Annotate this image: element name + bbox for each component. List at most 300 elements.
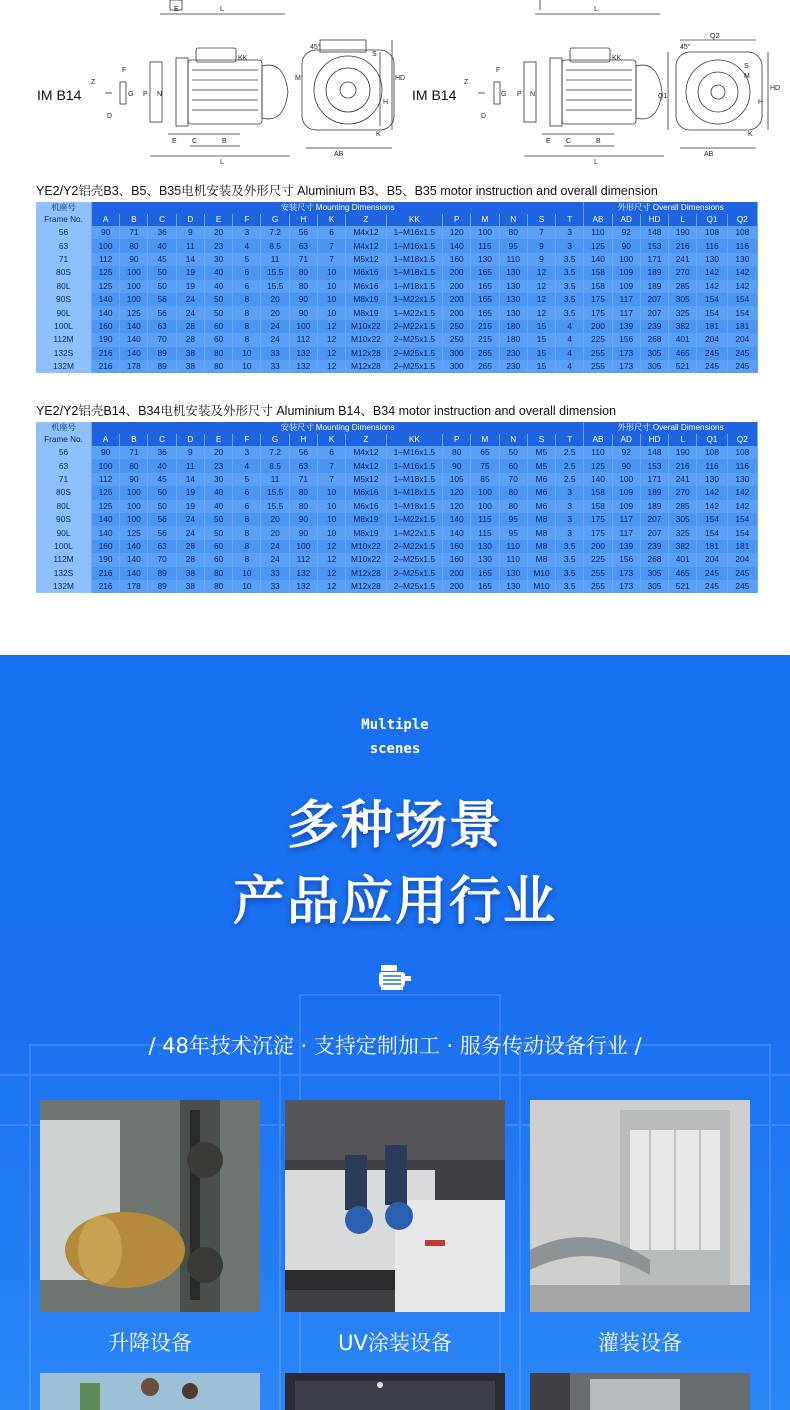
table-cell: 125 xyxy=(91,486,119,499)
dim-m: M xyxy=(744,73,750,80)
table-cell: 116 xyxy=(727,239,757,252)
table-cell: 1–M18x1.5 xyxy=(386,266,443,279)
dim-e: E xyxy=(172,138,177,145)
dimension-table-b3-b5-b35 xyxy=(36,202,758,373)
table-cell: 2–M25x1.5 xyxy=(386,347,443,360)
table-cell: 3.5 xyxy=(556,293,584,306)
table-cell: 130 xyxy=(499,280,527,293)
table-header-row xyxy=(36,202,758,214)
table-cell: 8 xyxy=(233,553,261,566)
column-header: M xyxy=(471,434,499,446)
table-cell: 130 xyxy=(727,253,757,266)
table-cell: 10 xyxy=(317,486,345,499)
table-cell: 1–M16x1.5 xyxy=(386,459,443,472)
table-cell: 140 xyxy=(443,513,471,526)
table-row xyxy=(36,306,758,319)
table-cell: 10 xyxy=(317,526,345,539)
table-cell: 165 xyxy=(471,280,499,293)
table-cell: M6 xyxy=(527,473,555,486)
table-row xyxy=(36,446,758,459)
table-row xyxy=(36,239,758,252)
table-cell: 1–M18x1.5 xyxy=(386,473,443,486)
table-cell: 130 xyxy=(697,473,727,486)
table-cell: 154 xyxy=(697,306,727,319)
table-cell: 20 xyxy=(261,306,289,319)
table1-title: YE2/Y2铝壳B3、B5、B35电机安装及外形尺寸 Aluminium B3、B5、B35 motor instruction and overall dimension xyxy=(36,184,658,198)
table-cell: 5 xyxy=(233,473,261,486)
table-cell: 154 xyxy=(727,293,757,306)
table-cell: 245 xyxy=(727,360,757,373)
table-cell: 241 xyxy=(669,253,697,266)
scene-card-row2 xyxy=(285,1373,505,1410)
column-header: L xyxy=(669,214,697,226)
scene-card-row2 xyxy=(40,1373,260,1410)
table-cell: 200 xyxy=(584,320,612,333)
table-cell: 216 xyxy=(91,580,119,593)
column-header: D xyxy=(176,434,204,446)
dim-g: G xyxy=(128,91,134,98)
table-cell: 216 xyxy=(669,459,697,472)
table-cell: 63 xyxy=(148,320,176,333)
table-cell: 100 xyxy=(471,486,499,499)
column-header: Q1 xyxy=(697,214,727,226)
table-cell: 268 xyxy=(640,553,668,566)
table-cell: 12 xyxy=(527,293,555,306)
table-cell: 100 xyxy=(471,226,499,239)
table-cell: 6 xyxy=(317,226,345,239)
table-cell: 4 xyxy=(556,347,584,360)
table-cell: 285 xyxy=(669,280,697,293)
column-header: P xyxy=(443,214,471,226)
table-cell: 80 xyxy=(499,500,527,513)
table-cell: 60 xyxy=(499,459,527,472)
table-cell: 189 xyxy=(640,266,668,279)
table-cell: M8x19 xyxy=(346,293,386,306)
table-cell: 50 xyxy=(204,293,232,306)
table-cell: 10 xyxy=(233,360,261,373)
table-cell: 521 xyxy=(669,360,697,373)
table-cell: 38 xyxy=(176,580,204,593)
dim-k: K xyxy=(376,131,381,138)
table-cell: 142 xyxy=(697,500,727,513)
table-cell: M6x16 xyxy=(346,486,386,499)
table-cell: 189 xyxy=(640,280,668,293)
table-cell: 139 xyxy=(612,320,640,333)
table-cell: 95 xyxy=(499,513,527,526)
dimension-table-b14-b34 xyxy=(36,422,758,593)
table-cell: 3.5 xyxy=(556,266,584,279)
table-column-row xyxy=(36,214,758,226)
table-cell: 100 xyxy=(120,486,148,499)
scene-photo-filling-equipment xyxy=(530,1100,750,1312)
column-header: C xyxy=(148,434,176,446)
table-cell: 305 xyxy=(669,293,697,306)
table-cell: 382 xyxy=(669,540,697,553)
table-cell: 15 xyxy=(527,320,555,333)
table-cell: 401 xyxy=(669,333,697,346)
table-cell: 200 xyxy=(443,580,471,593)
table-cell: 3 xyxy=(556,226,584,239)
table-cell: 12 xyxy=(317,553,345,566)
table-cell: 175 xyxy=(584,306,612,319)
table-cell: 24 xyxy=(176,306,204,319)
table-cell: 7 xyxy=(317,253,345,266)
dim-l: L xyxy=(594,159,598,166)
frame-cell: 63 xyxy=(36,239,91,252)
dim-q1: Q1 xyxy=(658,93,668,100)
table-cell: 230 xyxy=(499,360,527,373)
table-cell: 100 xyxy=(120,280,148,293)
table-row xyxy=(36,360,758,373)
table-cell: M6x16 xyxy=(346,280,386,293)
table-cell: 112 xyxy=(91,253,119,266)
table-cell: 140 xyxy=(584,253,612,266)
motor-icon xyxy=(378,962,412,992)
dim-ab: AB xyxy=(334,151,344,158)
table-cell: 90 xyxy=(612,459,640,472)
frame-header-en: Frame No. xyxy=(36,434,91,446)
table-cell: M8 xyxy=(527,553,555,566)
table-cell: M12x28 xyxy=(346,347,386,360)
table-cell: 10 xyxy=(317,280,345,293)
dim-kk: KK xyxy=(612,55,622,62)
table-cell: M5x12 xyxy=(346,253,386,266)
table-cell: 140 xyxy=(120,347,148,360)
table-cell: M12x28 xyxy=(346,360,386,373)
table-cell: 204 xyxy=(727,553,757,566)
table-cell: 142 xyxy=(727,280,757,293)
table-cell: 9 xyxy=(527,253,555,266)
table-cell: 160 xyxy=(443,553,471,566)
column-header: C xyxy=(148,214,176,226)
application-scenes-section xyxy=(0,655,790,1410)
table-cell: 5 xyxy=(233,253,261,266)
column-header: B xyxy=(120,214,148,226)
table-cell: 120 xyxy=(443,500,471,513)
table-cell: 245 xyxy=(697,580,727,593)
table-cell: 11 xyxy=(261,253,289,266)
table-cell: 154 xyxy=(727,526,757,539)
table-cell: 23 xyxy=(204,459,232,472)
table-row xyxy=(36,293,758,306)
table-cell: 100 xyxy=(612,253,640,266)
dim-z: Z xyxy=(464,79,469,86)
table-cell: 325 xyxy=(669,306,697,319)
table-cell: 63 xyxy=(289,239,317,252)
table-row xyxy=(36,500,758,513)
dim-b: B xyxy=(222,138,227,145)
table-cell: 40 xyxy=(204,266,232,279)
table-cell: 216 xyxy=(91,567,119,580)
table-cell: 110 xyxy=(499,540,527,553)
table-cell: 3 xyxy=(233,446,261,459)
table-cell: 140 xyxy=(443,239,471,252)
table-cell: 3 xyxy=(556,513,584,526)
table-cell: 175 xyxy=(584,513,612,526)
dim-c: C xyxy=(192,138,198,145)
table-cell: 2–M25x1.5 xyxy=(386,360,443,373)
table-cell: 250 xyxy=(443,333,471,346)
table-row xyxy=(36,320,758,333)
table-cell: 6 xyxy=(317,446,345,459)
table-cell: 132 xyxy=(289,360,317,373)
table-cell: 158 xyxy=(584,486,612,499)
table-cell: 9 xyxy=(176,446,204,459)
table-cell: 300 xyxy=(443,347,471,360)
table-cell: 10 xyxy=(317,500,345,513)
table-cell: 15.5 xyxy=(261,486,289,499)
table-cell: 23 xyxy=(204,239,232,252)
table-cell: 45 xyxy=(148,473,176,486)
table-cell: 45 xyxy=(148,253,176,266)
table-cell: 24 xyxy=(176,293,204,306)
table-cell: 10 xyxy=(317,293,345,306)
table-cell: M10x22 xyxy=(346,320,386,333)
table-cell: 20 xyxy=(204,446,232,459)
table-cell: 178 xyxy=(120,580,148,593)
table-cell: 100 xyxy=(120,513,148,526)
table-cell: 140 xyxy=(91,306,119,319)
table-cell: 8 xyxy=(233,333,261,346)
table-cell: 200 xyxy=(443,567,471,580)
table-cell: 200 xyxy=(443,280,471,293)
table-cell: 56 xyxy=(148,526,176,539)
column-header: D xyxy=(176,214,204,226)
table-cell: 105 xyxy=(443,473,471,486)
table-cell: 117 xyxy=(612,513,640,526)
table-cell: 270 xyxy=(669,266,697,279)
table-cell: 90 xyxy=(612,239,640,252)
scene-card-uv-coating xyxy=(285,1100,505,1312)
dim-e: E xyxy=(546,138,551,145)
table-cell: 28 xyxy=(176,333,204,346)
table-cell: 50 xyxy=(148,486,176,499)
table-cell: 115 xyxy=(471,526,499,539)
table-cell: 125 xyxy=(120,526,148,539)
table-cell: 56 xyxy=(148,306,176,319)
table-cell: 125 xyxy=(91,280,119,293)
mounting-type-label: IM B14 xyxy=(37,87,82,103)
table-cell: 255 xyxy=(584,360,612,373)
table-cell: M6 xyxy=(527,486,555,499)
table-cell: 38 xyxy=(176,567,204,580)
column-header: Q2 xyxy=(727,434,757,446)
column-header: Z xyxy=(346,434,386,446)
table-cell: 12 xyxy=(317,580,345,593)
table-cell: 154 xyxy=(727,513,757,526)
table-cell: 89 xyxy=(148,360,176,373)
table-cell: 80 xyxy=(204,567,232,580)
table-cell: 28 xyxy=(176,553,204,566)
dim-s: S xyxy=(372,51,377,58)
table-cell: 3 xyxy=(556,526,584,539)
dim-l: L xyxy=(220,6,224,13)
frame-cell: 132M xyxy=(36,580,91,593)
column-header: AB xyxy=(584,214,612,226)
scene-caption: 升降设备 xyxy=(108,1331,192,1355)
table-cell: 153 xyxy=(640,239,668,252)
table-row xyxy=(36,347,758,360)
column-header: K xyxy=(317,214,345,226)
table-cell: 70 xyxy=(148,333,176,346)
table-cell: 90 xyxy=(289,293,317,306)
table-cell: 8.5 xyxy=(261,239,289,252)
frame-cell: 100L xyxy=(36,540,91,553)
table-cell: 71 xyxy=(289,253,317,266)
table-cell: 175 xyxy=(584,293,612,306)
column-header: H xyxy=(289,434,317,446)
table-cell: 216 xyxy=(91,347,119,360)
dim-kk: KK xyxy=(238,55,248,62)
table-cell: 140 xyxy=(91,293,119,306)
table-cell: 142 xyxy=(727,486,757,499)
table-cell: 265 xyxy=(471,347,499,360)
table-cell: 1–M16x1.5 xyxy=(386,446,443,459)
table-cell: 1–M18x1.5 xyxy=(386,280,443,293)
table-cell: 10 xyxy=(233,580,261,593)
frame-cell: 90S xyxy=(36,513,91,526)
table-cell: 300 xyxy=(443,360,471,373)
dim-l: L xyxy=(594,6,598,13)
scene-card-filling xyxy=(530,1100,750,1312)
table-cell: 171 xyxy=(640,473,668,486)
table-cell: 4 xyxy=(233,239,261,252)
column-header: L xyxy=(669,434,697,446)
table-cell: 95 xyxy=(499,526,527,539)
table-cell: 3.5 xyxy=(556,280,584,293)
table-row xyxy=(36,253,758,266)
table-cell: 3.5 xyxy=(556,580,584,593)
table-cell: 15 xyxy=(527,333,555,346)
scene-photo xyxy=(530,1373,750,1410)
table-cell: 60 xyxy=(204,333,232,346)
table-cell: 154 xyxy=(697,513,727,526)
table-cell: 28 xyxy=(176,320,204,333)
table-cell: 140 xyxy=(120,333,148,346)
table-cell: 80 xyxy=(204,360,232,373)
table-cell: 2–M25x1.5 xyxy=(386,567,443,580)
frame-header-en: Frame No. xyxy=(36,214,91,226)
table-cell: 40 xyxy=(148,239,176,252)
column-header: M xyxy=(471,214,499,226)
table-cell: 156 xyxy=(612,553,640,566)
table-cell: 60 xyxy=(204,320,232,333)
table-cell: 207 xyxy=(640,293,668,306)
table-cell: 90 xyxy=(120,473,148,486)
section-label-line1: Multiple xyxy=(361,717,429,733)
dim-e: E xyxy=(174,6,179,13)
table-cell: 70 xyxy=(148,553,176,566)
table-cell: 180 xyxy=(499,320,527,333)
dim-f: F xyxy=(122,67,127,74)
table-cell: 19 xyxy=(176,280,204,293)
table-cell: 2.5 xyxy=(556,459,584,472)
table-cell: 8 xyxy=(233,513,261,526)
table-cell: 100 xyxy=(289,320,317,333)
table-cell: 189 xyxy=(640,500,668,513)
table-cell: 11 xyxy=(176,459,204,472)
dim-s: S xyxy=(744,63,749,70)
table-cell: 112 xyxy=(289,333,317,346)
scene-card-lifting xyxy=(40,1100,260,1312)
table-cell: 15.5 xyxy=(261,280,289,293)
table-cell: 60 xyxy=(204,540,232,553)
table-cell: 165 xyxy=(471,306,499,319)
table-cell: 89 xyxy=(148,347,176,360)
table-cell: 108 xyxy=(727,226,757,239)
table-cell: 125 xyxy=(584,239,612,252)
table-cell: 117 xyxy=(612,526,640,539)
table-cell: 80 xyxy=(499,226,527,239)
table-cell: 116 xyxy=(727,459,757,472)
frame-cell: 56 xyxy=(36,446,91,459)
table-cell: 305 xyxy=(640,580,668,593)
table-cell: 132 xyxy=(289,580,317,593)
table-cell: 173 xyxy=(612,360,640,373)
table-cell: 20 xyxy=(261,526,289,539)
column-header: F xyxy=(233,434,261,446)
section-title-line2: 产品应用行业 xyxy=(232,872,557,932)
dim-p: P xyxy=(517,91,522,98)
table-cell: 8 xyxy=(233,540,261,553)
table-cell: 24 xyxy=(261,553,289,566)
table-cell: 112 xyxy=(91,473,119,486)
table-cell: 33 xyxy=(261,567,289,580)
frame-cell: 56 xyxy=(36,226,91,239)
table-cell: 190 xyxy=(91,333,119,346)
table-cell: 50 xyxy=(204,306,232,319)
table-cell: 20 xyxy=(261,513,289,526)
frame-cell: 63 xyxy=(36,459,91,472)
table-cell: 285 xyxy=(669,500,697,513)
table-cell: 65 xyxy=(471,446,499,459)
frame-cell: 90L xyxy=(36,306,91,319)
frame-cell: 80S xyxy=(36,266,91,279)
dim-z: Z xyxy=(91,79,96,86)
table-cell: 181 xyxy=(697,320,727,333)
table-cell: 15 xyxy=(527,347,555,360)
table-cell: 56 xyxy=(148,513,176,526)
table-cell: 200 xyxy=(443,306,471,319)
table-cell: 148 xyxy=(640,226,668,239)
table-cell: 33 xyxy=(261,580,289,593)
table-cell: 158 xyxy=(584,280,612,293)
table-cell: 19 xyxy=(176,486,204,499)
dim-k: K xyxy=(748,131,753,138)
table-cell: 30 xyxy=(204,253,232,266)
table-cell: 109 xyxy=(612,266,640,279)
dim-p: P xyxy=(143,91,148,98)
table-cell: 33 xyxy=(261,360,289,373)
dim-angle: 45° xyxy=(310,44,321,51)
table-cell: 24 xyxy=(261,540,289,553)
table-cell: 521 xyxy=(669,580,697,593)
column-header: N xyxy=(499,434,527,446)
table-cell: 142 xyxy=(697,486,727,499)
column-header: Z xyxy=(346,214,386,226)
mounting-dimensions-header: 安装尺寸 Mounting Dimensions xyxy=(91,202,583,214)
table-cell: 465 xyxy=(669,347,697,360)
table-cell: 2–M25x1.5 xyxy=(386,333,443,346)
dim-h: H xyxy=(383,99,389,106)
frame-header: 机座号 xyxy=(36,422,91,434)
table-cell: 63 xyxy=(148,540,176,553)
table-cell: 268 xyxy=(640,333,668,346)
table-cell: 11 xyxy=(176,239,204,252)
table-cell: 130 xyxy=(499,567,527,580)
table-cell: 154 xyxy=(697,293,727,306)
table-cell: 71 xyxy=(120,446,148,459)
